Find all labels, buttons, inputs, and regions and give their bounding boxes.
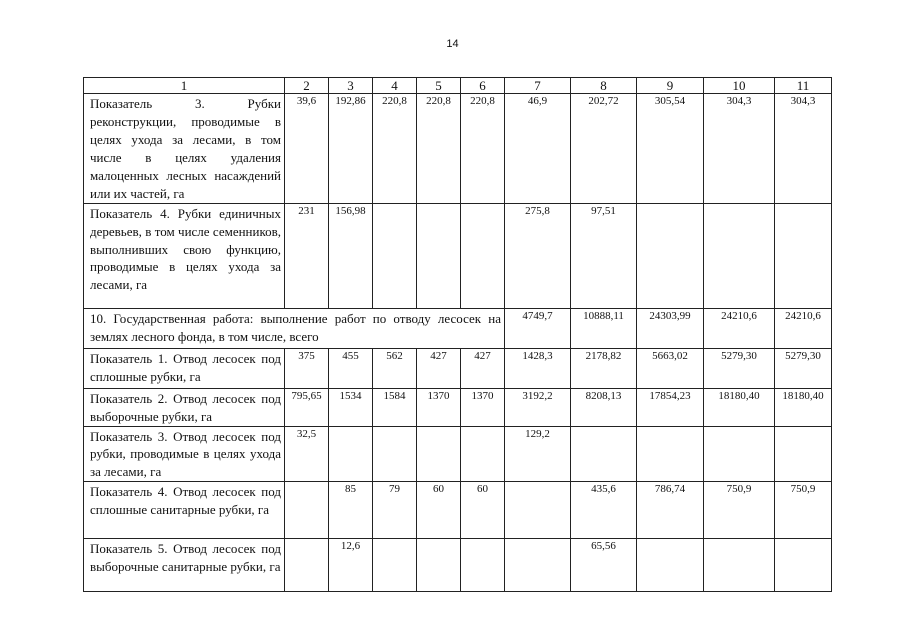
value-cell: 156,98: [329, 203, 373, 308]
value-cell: [373, 539, 417, 592]
value-cell: [775, 539, 832, 592]
table-row: [84, 426, 832, 482]
value-cell: 32,5: [285, 426, 329, 482]
value-cell: [329, 426, 373, 482]
row-label: Показатель 4. Рубки единичных деревьев, в том числе семенников, выполнивших свою функцию, проводимые в целях ухода за лесами, га: [84, 203, 285, 308]
value-cell: 1370: [461, 388, 505, 426]
value-cell: [704, 426, 775, 482]
table-row: [84, 308, 832, 348]
value-cell: 220,8: [417, 94, 461, 204]
header-cell: 7: [505, 78, 571, 94]
value-cell: 12,6: [329, 539, 373, 592]
value-cell: 1584: [373, 388, 417, 426]
table-row: [84, 203, 832, 308]
value-cell: [637, 203, 704, 308]
table-row: [84, 539, 832, 592]
value-cell: 8208,13: [571, 388, 637, 426]
value-cell: 1534: [329, 388, 373, 426]
value-cell: 65,56: [571, 539, 637, 592]
value-cell: 10888,11: [571, 308, 637, 348]
value-cell: 3192,2: [505, 388, 571, 426]
value-cell: 39,6: [285, 94, 329, 204]
header-cell: 8: [571, 78, 637, 94]
header-cell: 3: [329, 78, 373, 94]
value-cell: [704, 539, 775, 592]
page-number: 14: [446, 38, 459, 50]
value-cell: [637, 539, 704, 592]
value-cell: [505, 482, 571, 539]
value-cell: 5279,30: [704, 348, 775, 388]
value-cell: [417, 203, 461, 308]
row-label: Показатель 2. Отвод лесосек под выборочные рубки, га: [84, 388, 285, 426]
table-row: [84, 348, 832, 388]
value-cell: 2178,82: [571, 348, 637, 388]
value-cell: 304,3: [704, 94, 775, 204]
header-cell: 11: [775, 78, 832, 94]
row-label: Показатель 4. Отвод лесосек под сплошные санитарные рубки, га: [84, 482, 285, 539]
value-cell: [461, 539, 505, 592]
value-cell: [775, 203, 832, 308]
value-cell: 192,86: [329, 94, 373, 204]
value-cell: 305,54: [637, 94, 704, 204]
value-cell: 5279,30: [775, 348, 832, 388]
value-cell: 275,8: [505, 203, 571, 308]
value-cell: 18180,40: [704, 388, 775, 426]
value-cell: [571, 426, 637, 482]
value-cell: 1428,3: [505, 348, 571, 388]
indicators-table: [83, 77, 832, 592]
value-cell: 786,74: [637, 482, 704, 539]
row-label: Показатель 5. Отвод лесосек под выборочные санитарные рубки, га: [84, 539, 285, 592]
table-row: [84, 482, 832, 539]
value-cell: 750,9: [775, 482, 832, 539]
value-cell: [505, 539, 571, 592]
value-cell: 202,72: [571, 94, 637, 204]
value-cell: 1370: [417, 388, 461, 426]
row-label: Показатель 3. Рубки реконструкции, проводимые в целях ухода за лесами, в том числе в целях удаления малоценных лесных насаждений или их частей, га: [84, 94, 285, 204]
value-cell: 562: [373, 348, 417, 388]
value-cell: 427: [417, 348, 461, 388]
header-cell: 10: [704, 78, 775, 94]
value-cell: 24210,6: [704, 308, 775, 348]
value-cell: 129,2: [505, 426, 571, 482]
value-cell: 17854,23: [637, 388, 704, 426]
header-cell: 9: [637, 78, 704, 94]
header-cell: 4: [373, 78, 417, 94]
value-cell: 4749,7: [505, 308, 571, 348]
row-label: Показатель 3. Отвод лесосек под рубки, проводимые в целях ухода за лесами, га: [84, 426, 285, 482]
row-label: Показатель 1. Отвод лесосек под сплошные рубки, га: [84, 348, 285, 388]
value-cell: 24303,99: [637, 308, 704, 348]
value-cell: 304,3: [775, 94, 832, 204]
value-cell: 79: [373, 482, 417, 539]
value-cell: [704, 203, 775, 308]
value-cell: 60: [417, 482, 461, 539]
header-cell: 1: [84, 78, 285, 94]
value-cell: 60: [461, 482, 505, 539]
value-cell: [285, 482, 329, 539]
value-cell: 750,9: [704, 482, 775, 539]
value-cell: [775, 426, 832, 482]
value-cell: [637, 426, 704, 482]
header-cell: 5: [417, 78, 461, 94]
value-cell: 795,65: [285, 388, 329, 426]
value-cell: 220,8: [373, 94, 417, 204]
value-cell: [417, 539, 461, 592]
table-header-row: [84, 78, 832, 94]
value-cell: [373, 203, 417, 308]
value-cell: 231: [285, 203, 329, 308]
value-cell: 435,6: [571, 482, 637, 539]
value-cell: 24210,6: [775, 308, 832, 348]
value-cell: 220,8: [461, 94, 505, 204]
value-cell: 85: [329, 482, 373, 539]
table-row: [84, 94, 832, 204]
value-cell: [373, 426, 417, 482]
value-cell: 455: [329, 348, 373, 388]
header-cell: 2: [285, 78, 329, 94]
value-cell: 375: [285, 348, 329, 388]
value-cell: [417, 426, 461, 482]
value-cell: [461, 426, 505, 482]
row-label: 10. Государственная работа: выполнение работ по отводу лесосек на землях лесного фонда, в том числе, всего: [84, 308, 505, 348]
value-cell: 46,9: [505, 94, 571, 204]
value-cell: [285, 539, 329, 592]
table-row: [84, 388, 832, 426]
value-cell: 5663,02: [637, 348, 704, 388]
value-cell: 18180,40: [775, 388, 832, 426]
value-cell: 427: [461, 348, 505, 388]
value-cell: [461, 203, 505, 308]
value-cell: 97,51: [571, 203, 637, 308]
header-cell: 6: [461, 78, 505, 94]
